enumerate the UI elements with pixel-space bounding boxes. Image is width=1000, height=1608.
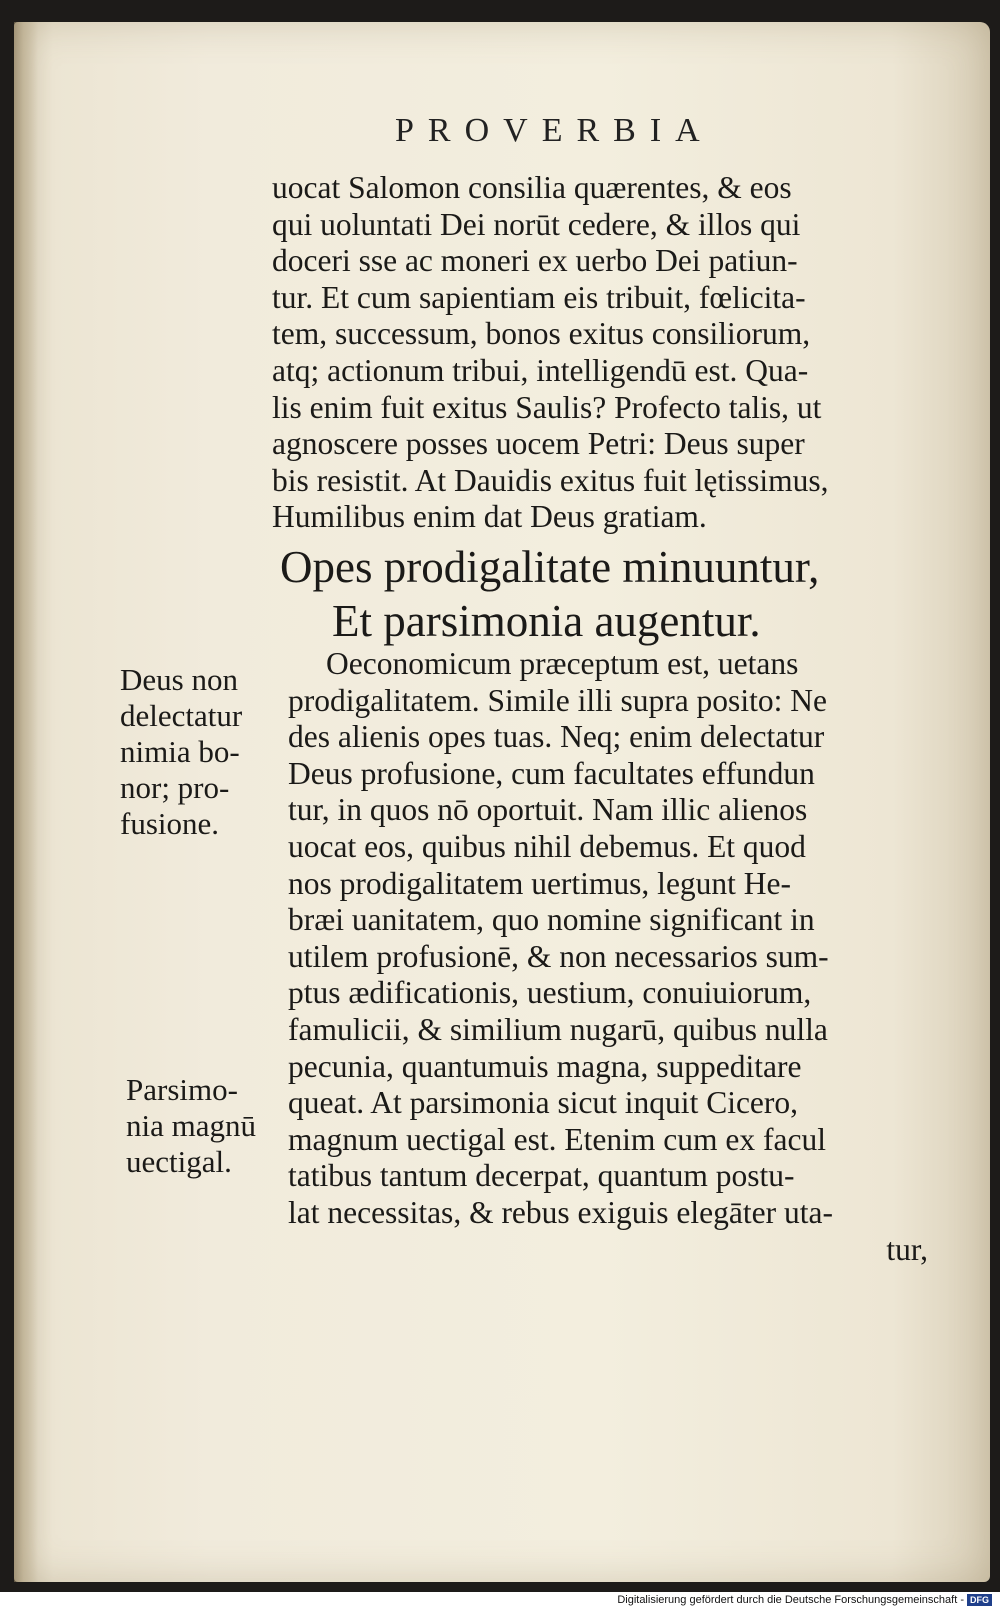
text-line: pecunia, quantumuis magna, suppeditare: [288, 1048, 802, 1084]
marginal-line: nimia bo-: [120, 734, 240, 769]
text-line: uocat Salomon consilia quærentes, & eos: [272, 170, 792, 205]
text-line: bræi uanitatem, quo nomine significant in: [288, 902, 815, 938]
text-line: Oeconomicum præceptum est, uetans: [326, 646, 799, 681]
text-line: tem, successum, bonos exitus consiliorum,: [272, 316, 811, 352]
body-paragraph-2: [288, 646, 928, 1268]
text-line: doceri sse ac moneri ex uerbo Dei patiun-: [272, 243, 798, 279]
text-line: agnoscere posses uocem Petri: Deus super: [272, 426, 805, 462]
marginal-line: Deus non: [120, 662, 238, 697]
text-line: tur. Et cum sapientiam eis tribuit, fœlicita-: [272, 279, 806, 315]
text-line: Deus profusione, cum facultates effundun: [288, 755, 815, 791]
text-line: des alienis opes tuas. Neq; enim delectatur: [288, 719, 825, 755]
marginal-line: uectigal.: [126, 1144, 232, 1179]
body-paragraph-1: [272, 170, 912, 536]
credit-text: Digitalisierung gefördert durch die Deutsche Forschungsgemeinschaft -: [617, 1594, 964, 1606]
dfg-logo: DFG: [967, 1594, 992, 1606]
marginal-line: fusione.: [120, 806, 220, 841]
heading-line-1: Opes prodigalitate minuuntur,: [280, 542, 820, 592]
text-line: famulicii, & similium nugarū, quibus nulla: [288, 1011, 828, 1047]
heading-line-2: Et parsimonia augentur.: [332, 596, 761, 646]
text-line: prodigalitatem. Simile illi supra posito: Ne: [288, 682, 827, 718]
running-head: PROVERBIA: [395, 112, 714, 149]
text-line: tur, in quos nō oportuit. Nam illic alienos: [288, 792, 808, 828]
text-line: lis enim fuit exitus Saulis? Profecto talis, ut: [272, 389, 822, 425]
text-line: queat. At parsimonia sicut inquit Cicero,: [288, 1085, 799, 1121]
digitization-credit: [617, 1592, 992, 1608]
marginal-note-2: [126, 1072, 256, 1180]
text-line: qui uoluntati Dei norūt cedere, & illos qui: [272, 206, 801, 242]
text-line: utilem profusionē, & non necessarios sum-: [288, 938, 829, 974]
marginal-line: delectatur: [120, 698, 243, 733]
text-line: atq; actionum tribui, intelligendū est. Qua-: [272, 352, 809, 388]
text-line: magnum uectigal est. Etenim cum ex facul: [288, 1121, 826, 1157]
text-line: tatibus tantum decerpat, quantum postu-: [288, 1158, 795, 1194]
text-line: ptus ædificationis, uestium, conuiuiorum,: [288, 975, 812, 1011]
page-gutter-shadow: [14, 22, 38, 1582]
proverb-heading: [280, 540, 920, 648]
catchword: tur,: [886, 1231, 928, 1267]
marginal-note-1: [120, 662, 242, 842]
text-line: lat necessitas, & rebus exiguis elegāter uta-: [288, 1194, 833, 1230]
marginal-line: Parsimo-: [126, 1072, 238, 1107]
text-line: nos prodigalitatem uertimus, legunt He-: [288, 865, 792, 901]
marginal-line: nor; pro-: [120, 770, 230, 805]
text-line: Humilibus enim dat Deus gratiam.: [272, 499, 707, 535]
text-line: bis resistit. At Dauidis exitus fuit lętissimus,: [272, 462, 829, 498]
marginal-line: nia magnū: [126, 1108, 256, 1143]
text-line: uocat eos, quibus nihil debemus. Et quod: [288, 828, 806, 864]
